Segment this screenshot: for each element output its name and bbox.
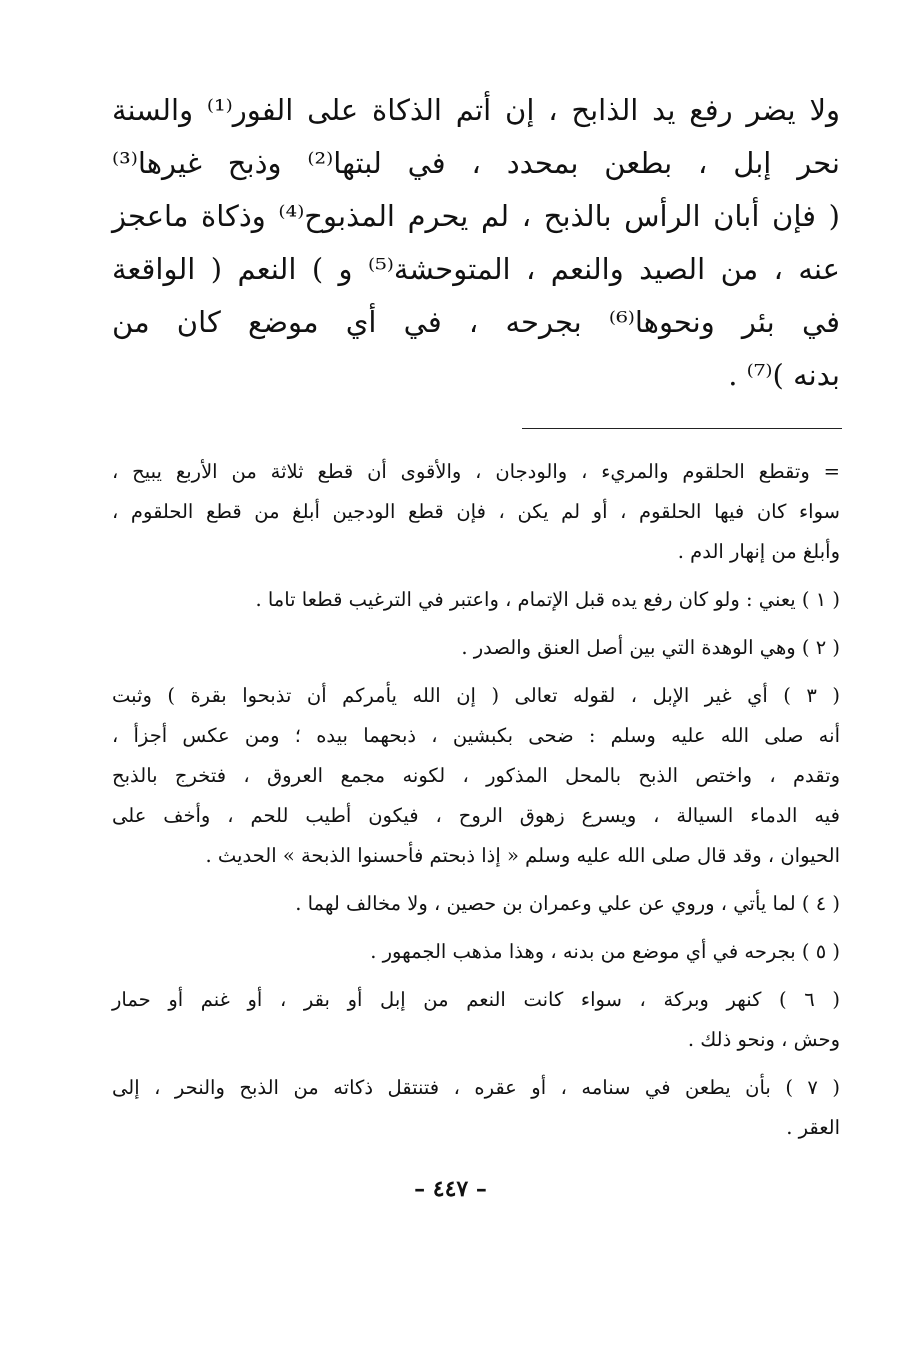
- footnotes: [112, 452, 840, 1156]
- footnote-continued: [112, 452, 840, 572]
- footnote-5: [112, 932, 840, 972]
- footnote-line: وحش ، ونحو ذلك .: [687, 1028, 840, 1051]
- page-number: – ٤٤٧ –: [414, 1176, 487, 1202]
- main-text: [112, 84, 840, 402]
- main-text-line: بدنه )⁽⁷⁾ .: [728, 358, 840, 392]
- footnote-line: ( ٥ ) بجرحه في أي موضع من بدنه ، وهذا مذهب الجمهور .: [370, 940, 840, 963]
- main-text-line: نحر إبل ، بطعن بمحدد ، في لبتها⁽²⁾ وذبح غيرها⁽³⁾: [112, 146, 841, 180]
- footnote-line: العقر .: [786, 1116, 840, 1139]
- footnote-separator: [522, 428, 842, 429]
- main-text-line: عنه ، من الصيد والنعم ، المتوحشة⁽⁵⁾ و ) النعم ( الواقعة: [112, 252, 840, 286]
- footnote-1: [112, 580, 840, 620]
- main-text-line: ولا يضر رفع يد الذابح ، إن أتم الذكاة على الفور⁽¹⁾ والسنة: [112, 93, 840, 127]
- footnote-2: [112, 628, 840, 668]
- footnote-line: = وتقطع الحلقوم والمريء ، والودجان ، والأقوى أن قطع ثلاثة من الأربع يبيح ،: [112, 460, 840, 483]
- footnote-3: [112, 676, 840, 876]
- footnote-line: ( ١ ) يعني : ولو كان رفع يده قبل الإتمام ، واعتبر في الترغيب قطعا تاما .: [255, 588, 840, 611]
- footnote-line: سواء كان فيها الحلقوم ، أو لم يكن ، فإن قطع الودجين أبلغ من قطع الحلقوم ،: [112, 500, 840, 523]
- main-text-line: في بئر ونحوها⁽⁶⁾ بجرحه ، في أي موضع كان من: [112, 305, 840, 339]
- footnote-line: ( ٣ ) أي غير الإبل ، لقوله تعالى ( إن الله يأمركم أن تذبحوا بقرة ) وثبت: [112, 684, 841, 707]
- footnote-line: ( ٦ ) كنهر وبركة ، سواء كانت النعم من إبل أو بقر ، أو غنم أو حمار: [112, 988, 840, 1011]
- footnote-line: الحيوان ، وقد قال صلى الله عليه وسلم « إذا ذبحتم فأحسنوا الذبحة » الحديث .: [205, 844, 840, 867]
- footnote-line: ( ٤ ) لما يأتي ، وروي عن علي وعمران بن حصين ، ولا مخالف لهما .: [295, 892, 840, 915]
- footnote-6: [112, 980, 840, 1060]
- footnote-line: ( ٢ ) وهي الوهدة التي بين أصل العنق والصدر .: [461, 636, 840, 659]
- footnote-line: أنه صلى الله عليه وسلم : ضحى بكبشين ، ذبحهما بيده ؛ ومن عكس أجزأ ،: [112, 724, 840, 747]
- footnote-line: ( ٧ ) بأن يطعن في سنامه ، أو عقره ، فتنتقل ذكاته من الذبح والنحر ، إلى: [112, 1076, 840, 1099]
- footnote-7: [112, 1068, 840, 1148]
- footnote-4: [112, 884, 840, 924]
- footnote-line: وأبلغ من إنهار الدم .: [677, 540, 840, 563]
- footnote-line: فيه الدماء السيالة ، ويسرع زهوق الروح ، فيكون أطيب للحم ، وأخف على: [112, 804, 840, 827]
- footnote-line: وتقدم ، واختص الذبح بالمحل المذكور ، لكونه مجمع العروق ، فتخرج بالذبح: [112, 764, 840, 787]
- main-text-line: ( فإن أبان الرأس بالذبح ، لم يحرم المذبوح⁽⁴⁾ وذكاة ماعجز: [112, 199, 840, 233]
